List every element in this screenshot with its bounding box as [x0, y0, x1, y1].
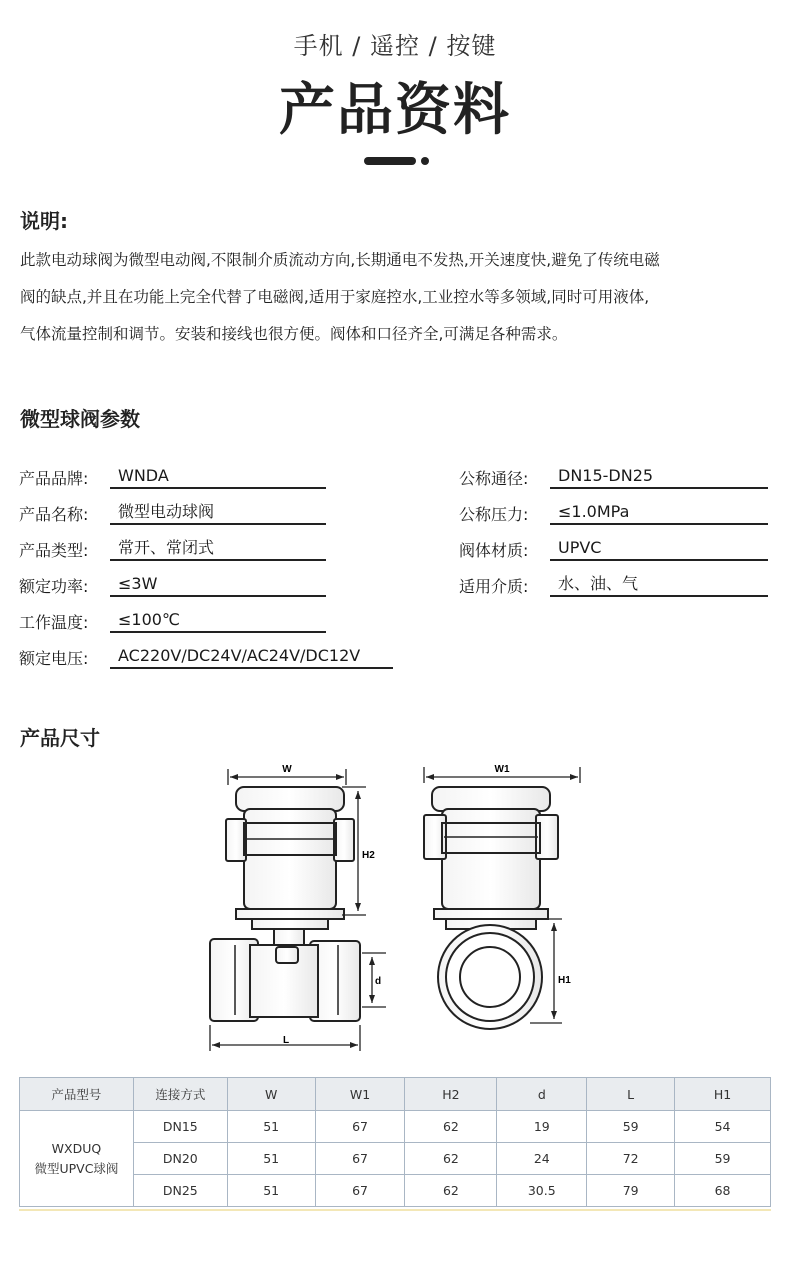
- table-header: 产品型号: [20, 1078, 134, 1111]
- dimensions-table: [19, 1077, 771, 1207]
- spec-value-power: ≤3W: [110, 572, 326, 597]
- spec-label-temperature: 工作温度:: [19, 613, 89, 632]
- spec-value-voltage: AC220V/DC24V/AC24V/DC12V: [110, 644, 393, 669]
- spec-label-voltage: 额定电压:: [19, 649, 89, 668]
- model-name: 微型UPVC球阀: [34, 1160, 119, 1176]
- dim-label-w1: W1: [494, 764, 510, 775]
- table-cell: 67: [315, 1175, 405, 1207]
- side-view: [210, 787, 360, 1021]
- title-underline-bar: [364, 157, 416, 165]
- table-header-row: [20, 1078, 771, 1111]
- dim-label-w: W: [282, 764, 292, 775]
- spec-label-medium: 适用介质:: [459, 577, 529, 596]
- spec-value-brand: WNDA: [110, 464, 326, 489]
- table-cell: 24: [497, 1143, 587, 1175]
- table-cell: 67: [315, 1111, 405, 1143]
- dim-label-d: d: [375, 976, 382, 987]
- dim-label-l: L: [282, 1035, 290, 1046]
- params-heading: 微型球阀参数: [20, 407, 140, 431]
- table-cell: 62: [405, 1175, 497, 1207]
- table-cell: 62: [405, 1111, 497, 1143]
- table-cell: DN25: [133, 1175, 227, 1207]
- table-cell: 59: [587, 1111, 675, 1143]
- table-cell: 79: [587, 1175, 675, 1207]
- table-row: [20, 1111, 771, 1143]
- spec-label-name: 产品名称:: [19, 505, 89, 524]
- table-cell: 54: [675, 1111, 771, 1143]
- dim-label-h1: H1: [558, 975, 571, 986]
- table-header: W1: [315, 1078, 405, 1111]
- table-header: W: [227, 1078, 315, 1111]
- spec-label-brand: 产品品牌:: [19, 469, 89, 488]
- table-cell: 51: [227, 1143, 315, 1175]
- table-header: H2: [405, 1078, 497, 1111]
- spec-value-diameter: DN15-DN25: [550, 464, 768, 489]
- page-subtitle: 手机 / 遥控 / 按键: [293, 32, 497, 60]
- model-cell: [20, 1111, 134, 1207]
- spec-label-type: 产品类型:: [19, 541, 89, 560]
- spec-value-temperature: ≤100℃: [110, 608, 326, 633]
- description-heading: 说明:: [20, 209, 68, 233]
- table-cell: 51: [227, 1175, 315, 1207]
- title-underline-dot: [421, 157, 429, 165]
- spec-value-name: 微型电动球阀: [110, 500, 326, 525]
- spec-value-medium: 水、油、气: [550, 572, 768, 597]
- table-cell: 72: [587, 1143, 675, 1175]
- spec-value-material: UPVC: [550, 536, 768, 561]
- dimensions-heading: 产品尺寸: [20, 726, 100, 750]
- spec-label-power: 额定功率:: [19, 577, 89, 596]
- front-view: [424, 787, 558, 1029]
- table-header: H1: [675, 1078, 771, 1111]
- table-cell: 30.5: [497, 1175, 587, 1207]
- valve-dimension-drawing: [190, 755, 610, 1055]
- description-line: 气体流量控制和调节。安装和接线也很方便。阀体和口径齐全,可满足各种需求。: [20, 325, 568, 343]
- table-header: 连接方式: [133, 1078, 227, 1111]
- table-cell: 62: [405, 1143, 497, 1175]
- spec-value-type: 常开、常闭式: [110, 536, 326, 561]
- spec-label-pressure: 公称压力:: [459, 505, 529, 524]
- table-header: d: [497, 1078, 587, 1111]
- description-text: [20, 242, 772, 353]
- description-line: 此款电动球阀为微型电动阀,不限制介质流动方向,长期通电不发热,开关速度快,避免了传统电磁: [20, 251, 660, 269]
- page-title: 产品资料: [279, 78, 511, 143]
- table-cell: DN15: [133, 1111, 227, 1143]
- dim-label-h2: H2: [362, 850, 375, 861]
- table-cell: 59: [675, 1143, 771, 1175]
- model-code: WXDUQ: [51, 1140, 102, 1156]
- spec-label-diameter: 公称通径:: [459, 469, 529, 488]
- table-cell: 19: [497, 1111, 587, 1143]
- table-cell: 51: [227, 1111, 315, 1143]
- spec-label-material: 阀体材质:: [459, 541, 529, 560]
- spec-value-pressure: ≤1.0MPa: [550, 500, 768, 525]
- description-line: 阀的缺点,并且在功能上完全代替了电磁阀,适用于家庭控水,工业控水等多领域,同时可用液体,: [20, 288, 650, 306]
- table-cell: 67: [315, 1143, 405, 1175]
- table-cell: DN20: [133, 1143, 227, 1175]
- table-cell: 68: [675, 1175, 771, 1207]
- table-bottom-line: [19, 1209, 771, 1211]
- table-header: L: [587, 1078, 675, 1111]
